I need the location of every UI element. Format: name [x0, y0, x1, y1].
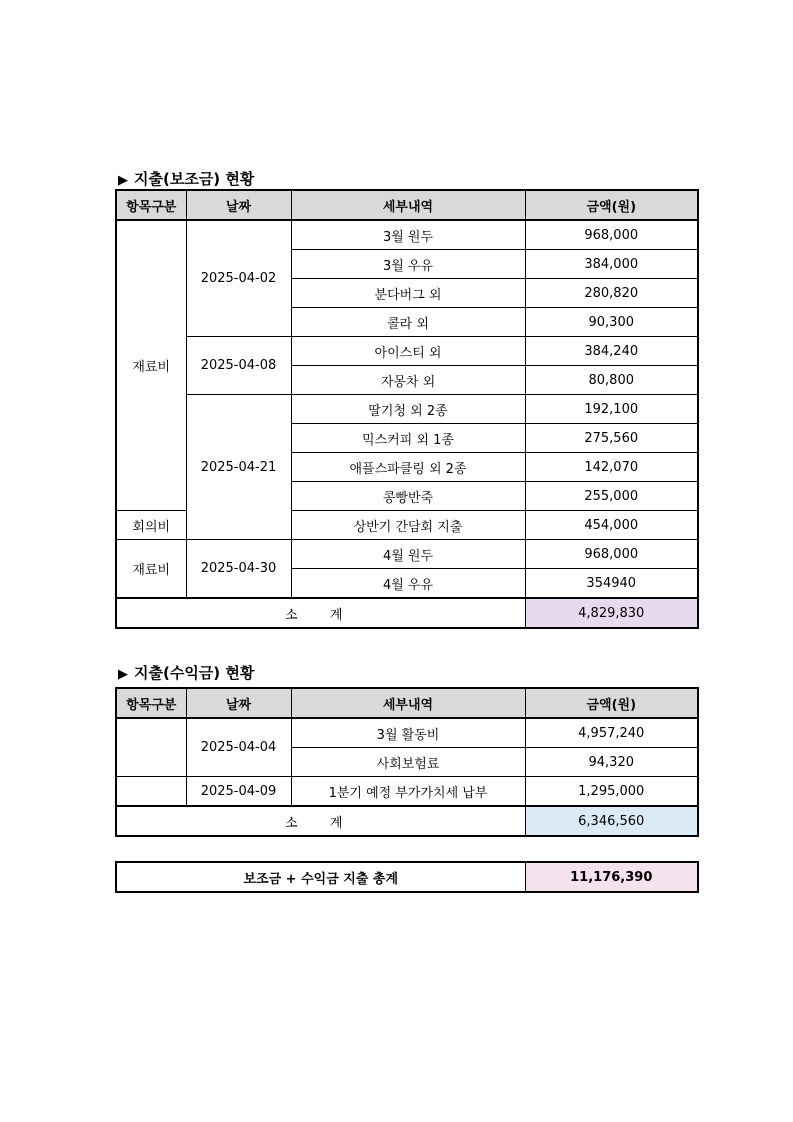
grand-total-amount: 11,176,390 — [525, 862, 698, 892]
amount-cell: 968,000 — [525, 220, 698, 250]
detail-cell: 3월 활동비 — [291, 718, 525, 748]
category-cell: 재료비 — [116, 540, 186, 599]
detail-cell: 믹스커피 외 1종 — [291, 424, 525, 453]
amount-cell: 454,000 — [525, 511, 698, 540]
table-header-row — [116, 190, 698, 220]
detail-cell: 콩빵반죽 — [291, 482, 525, 511]
subtotal-amount: 6,346,560 — [525, 806, 698, 836]
date-cell: 2025-04-04 — [186, 718, 291, 777]
amount-cell: 90,300 — [525, 308, 698, 337]
detail-cell: 분다버그 외 — [291, 279, 525, 308]
table-row — [116, 540, 698, 569]
triangle-right-icon: ▶ — [118, 173, 128, 188]
amount-cell: 280,820 — [525, 279, 698, 308]
detail-cell: 애플스파클링 외 2종 — [291, 453, 525, 482]
header-category: 항목구분 — [116, 688, 186, 718]
table-row — [116, 337, 698, 366]
amount-cell: 1,295,000 — [525, 777, 698, 807]
table-header-row — [116, 688, 698, 718]
amount-cell: 384,240 — [525, 337, 698, 366]
detail-cell: 상반기 간담회 지출 — [291, 511, 525, 540]
subtotal-row — [116, 806, 698, 836]
section2-title — [118, 664, 254, 684]
category-cell: 회의비 — [116, 511, 186, 540]
date-cell: 2025-04-21 — [186, 395, 291, 540]
subtotal-row — [116, 598, 698, 628]
grand-total-row — [116, 862, 698, 892]
date-cell: 2025-04-09 — [186, 777, 291, 807]
subsidy-expense-table — [115, 189, 699, 629]
header-detail: 세부내역 — [291, 190, 525, 220]
amount-cell: 80,800 — [525, 366, 698, 395]
header-category: 항목구분 — [116, 190, 186, 220]
revenue-expense-table — [115, 687, 699, 837]
detail-cell: 3월 우유 — [291, 250, 525, 279]
grand-total-label: 보조금 + 수익금 지출 총계 — [116, 862, 525, 892]
section2-title-text: 지출(수익금) 현황 — [134, 664, 255, 682]
amount-cell: 384,000 — [525, 250, 698, 279]
date-cell: 2025-04-30 — [186, 540, 291, 599]
category-cell: 재료비 — [116, 220, 186, 511]
date-cell: 2025-04-02 — [186, 220, 291, 337]
detail-cell: 4월 우유 — [291, 569, 525, 599]
amount-cell: 255,000 — [525, 482, 698, 511]
date-cell: 2025-04-08 — [186, 337, 291, 395]
header-amount: 금액(원) — [525, 190, 698, 220]
subtotal-amount: 4,829,830 — [525, 598, 698, 628]
amount-cell: 142,070 — [525, 453, 698, 482]
amount-cell: 968,000 — [525, 540, 698, 569]
category-cell — [116, 718, 186, 777]
detail-cell: 딸기청 외 2종 — [291, 395, 525, 424]
amount-cell: 4,957,240 — [525, 718, 698, 748]
amount-cell: 354940 — [525, 569, 698, 599]
detail-cell: 3월 원두 — [291, 220, 525, 250]
subtotal-label: 소 계 — [116, 806, 525, 836]
detail-cell: 콜라 외 — [291, 308, 525, 337]
category-cell — [116, 777, 186, 807]
detail-cell: 사회보험료 — [291, 748, 525, 777]
header-date: 날짜 — [186, 190, 291, 220]
detail-cell: 아이스티 외 — [291, 337, 525, 366]
detail-cell: 자몽차 외 — [291, 366, 525, 395]
detail-cell: 4월 원두 — [291, 540, 525, 569]
table-row — [116, 395, 698, 424]
table-row — [116, 777, 698, 807]
header-amount: 금액(원) — [525, 688, 698, 718]
table-row — [116, 718, 698, 748]
amount-cell: 192,100 — [525, 395, 698, 424]
header-date: 날짜 — [186, 688, 291, 718]
section1-title-text: 지출(보조금) 현황 — [134, 170, 255, 188]
grand-total-table — [115, 861, 699, 893]
amount-cell: 94,320 — [525, 748, 698, 777]
table-row — [116, 220, 698, 250]
detail-cell: 1분기 예정 부가가치세 납부 — [291, 777, 525, 807]
amount-cell: 275,560 — [525, 424, 698, 453]
header-detail: 세부내역 — [291, 688, 525, 718]
section1-title — [118, 170, 254, 190]
triangle-right-icon: ▶ — [118, 667, 128, 682]
subtotal-label: 소 계 — [116, 598, 525, 628]
